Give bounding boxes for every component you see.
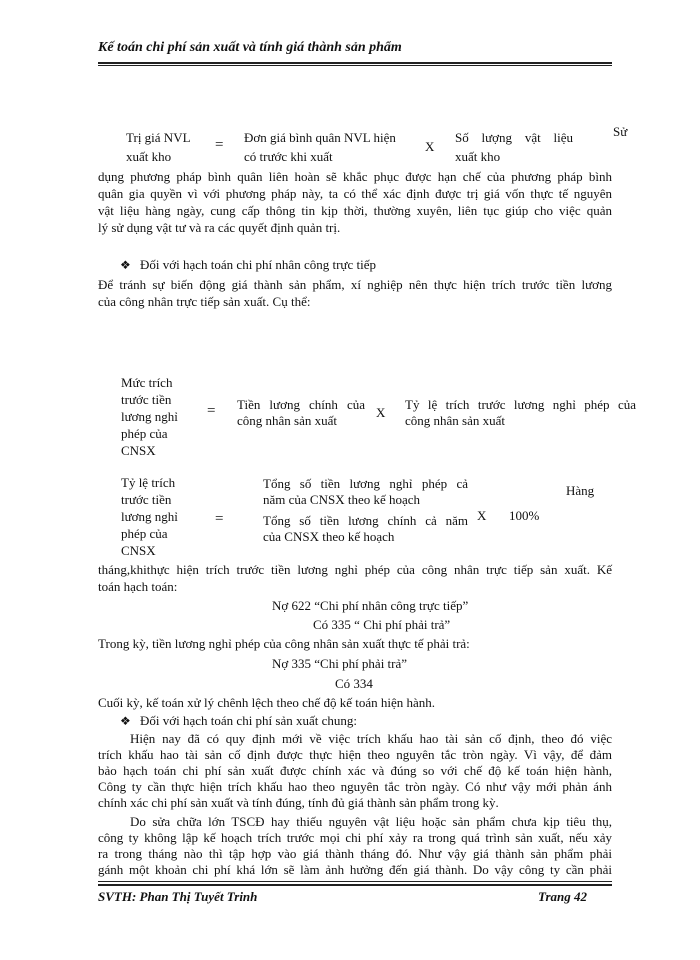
percent-value: 100%	[509, 508, 540, 523]
formula-term-2: Tỷ lệ trích trước lương nghỉ phép của công nhân sản xuất	[405, 397, 636, 428]
formula-trailing-word: Hàng	[566, 483, 595, 498]
footer-author: SVTH: Phan Thị Tuyết Trinh	[98, 889, 258, 904]
formula-term-1: Tiền lương chính của công nhân sản xuất	[237, 397, 365, 428]
section-heading-nhan-cong: ❖ Đối với hạch toán chi phí nhân công trực tiếp	[120, 257, 376, 272]
multiply-sign: X	[425, 139, 435, 154]
formula-term-1: Đơn giá bình quân NVL hiện có trước khi xuất	[244, 130, 396, 164]
page-header-title: Kế toán chi phí sản xuất và tính giá thành sản phẩm	[98, 40, 402, 55]
header-divider	[98, 62, 612, 64]
equals-sign: =	[215, 511, 224, 527]
entry-co-335: Có 335 “ Chi phí phải trả”	[313, 617, 451, 632]
entry-no-622: Nợ 622 “Chi phí nhân công trực tiếp”	[272, 598, 469, 613]
section-heading-san-xuat-chung: ❖ Đối với hạch toán chi phí sản xuất chung:	[120, 713, 358, 728]
multiply-sign: X	[376, 405, 386, 420]
fraction-denominator: Tổng số tiền lương chính cả năm của CNSX theo kế hoạch	[263, 513, 468, 544]
paragraph-cuoi-ky: Cuối kỳ, kế toán xử lý chênh lệch theo chế độ kế toán hiện hành.	[98, 695, 436, 710]
footer-divider-thin	[98, 881, 612, 882]
formula-trailing-word: Sử	[613, 124, 628, 139]
formula-lhs: Mức trích trước tiền lương nghỉ phép của CNSX	[121, 375, 178, 458]
footer-page-number: Trang 42	[538, 889, 587, 904]
entry-co-334: Có 334	[335, 676, 373, 691]
diamond-bullet-icon: ❖	[120, 258, 131, 272]
equals-sign: =	[215, 137, 224, 153]
entry-no-335: Nợ 335 “Chi phí phải trả”	[272, 656, 408, 671]
header-divider-thin	[98, 65, 612, 66]
multiply-sign: X	[477, 508, 487, 523]
equals-sign: =	[207, 403, 216, 419]
formula-lhs: Tỷ lệ trích trước tiền lương nghỉ phép của CNSX	[121, 475, 178, 558]
paragraph-trong-ky: Trong kỳ, tiền lương nghỉ phép của công nhân sản xuất thực tế phải trả:	[98, 636, 470, 651]
diamond-bullet-icon: ❖	[120, 714, 131, 728]
formula-term-2: Số lượng vật liệu xuất kho	[455, 130, 573, 164]
fraction-numerator: Tổng số tiền lương nghỉ phép cả năm của CNSX theo kế hoạch	[263, 476, 468, 507]
formula-lhs: Trị giá NVL xuất kho	[126, 130, 191, 164]
footer-divider	[98, 884, 612, 886]
